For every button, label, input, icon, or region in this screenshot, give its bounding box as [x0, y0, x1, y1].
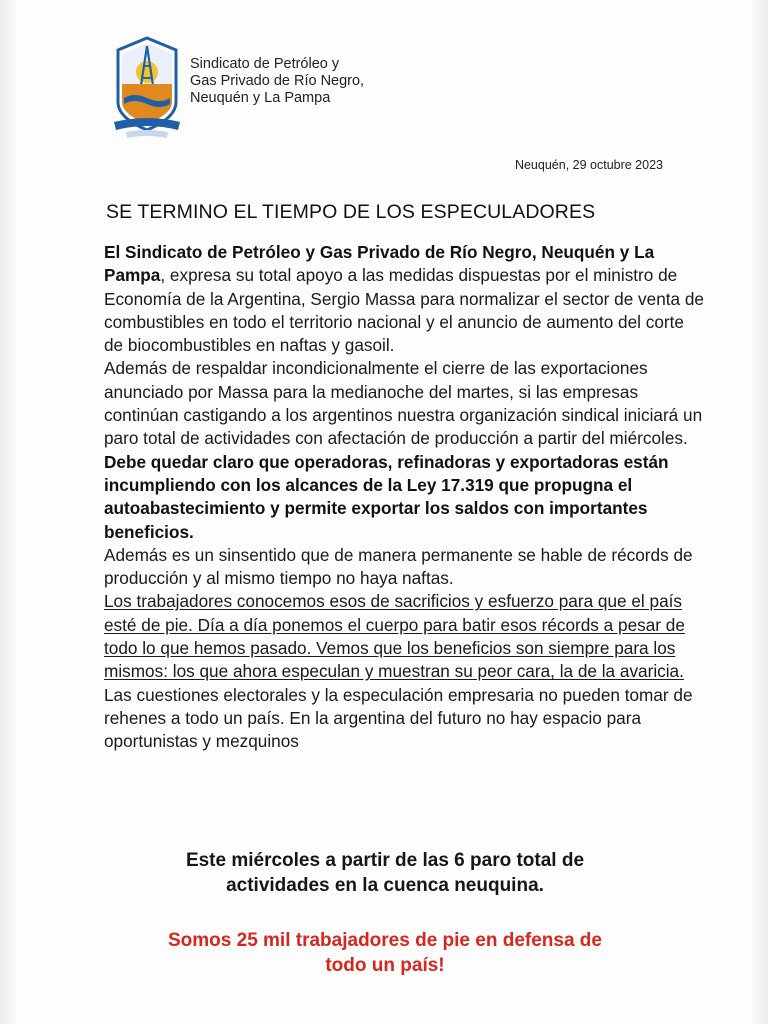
paragraph-3	[104, 451, 704, 544]
closing-slogan-line-1: Somos 25 mil trabajadores de pie en defensa de	[168, 930, 602, 951]
document-title: SE TERMINO EL TIEMPO DE LOS ESPECULADORES	[106, 201, 596, 223]
organization-name	[190, 56, 364, 107]
paragraph-1-bold: El Sindicato de Petróleo y Gas Privado de Río Negro, Neuquén y La Pampa	[104, 242, 655, 286]
letterhead	[112, 32, 512, 152]
page-shade-left	[0, 0, 18, 1024]
paragraph-1	[104, 241, 704, 357]
paragraph-5	[104, 590, 704, 683]
paragraph-4: Además es un sinsentido que de manera permanente se hable de récords de producción y al mismo tiempo no haya naftas.	[104, 544, 693, 589]
paragraph-1-rest: , expresa su total apoyo a las medidas dispuestas por el ministro de Economía de la Argentina, Sergio Massa para normalizar el sector de venta de combustibles en todo el territorio nacional y el anuncio de aumento del corte de biocombustibles en naftas y gasoil.	[104, 265, 704, 356]
document-body	[104, 241, 704, 754]
org-name-line-1: Sindicato de Petróleo y	[190, 56, 340, 72]
strike-announcement-line-2: actividades en la cuenca neuquina.	[226, 875, 544, 896]
page-shade-right	[750, 0, 768, 1024]
document-date: Neuquén, 29 octubre 2023	[514, 158, 663, 172]
strike-announcement	[60, 848, 710, 898]
paragraph-3-bold: Debe quedar claro que operadoras, refinadoras y exportadoras están incumpliendo con los alcances de la Ley 17.319 que propugna el autoabastecimiento y permite exportar los saldos con importantes beneficios.	[104, 451, 669, 542]
closing-slogan	[60, 928, 710, 978]
strike-announcement-line-1: Este miércoles a partir de las 6 paro total de	[185, 850, 585, 871]
closing-slogan-line-2: todo un país!	[325, 955, 445, 976]
union-logo-icon	[112, 32, 182, 144]
org-name-line-2: Gas Privado de Río Negro,	[190, 73, 365, 89]
org-name-line-3: Neuquén y La Pampa	[190, 90, 331, 106]
paragraph-6: Las cuestiones electorales y la especulación empresaria no pueden tomar de rehenes a todo un país. En la argentina del futuro no hay espacio para oportunistas y mezquinos	[104, 684, 693, 752]
paragraph-5-underlined: Los trabajadores conocemos esos de sacrificios y esfuerzo para que el país esté de pie. Día a día ponemos el cuerpo para batir esos récords a pesar de todo lo que hemos pasado. Vemos que los beneficios son siempre para los mismos: los que ahora especulan y muestran su peor cara, la de la avaricia.	[104, 591, 685, 682]
paragraph-2: Además de respaldar incondicionalmente el cierre de las exportaciones anunciado por Massa para la medianoche del martes, si las empresas continúan castigando a los argentinos nuestra organización sindical iniciará un paro total de actividades con afectación de producción a partir del miércoles.	[104, 358, 703, 449]
